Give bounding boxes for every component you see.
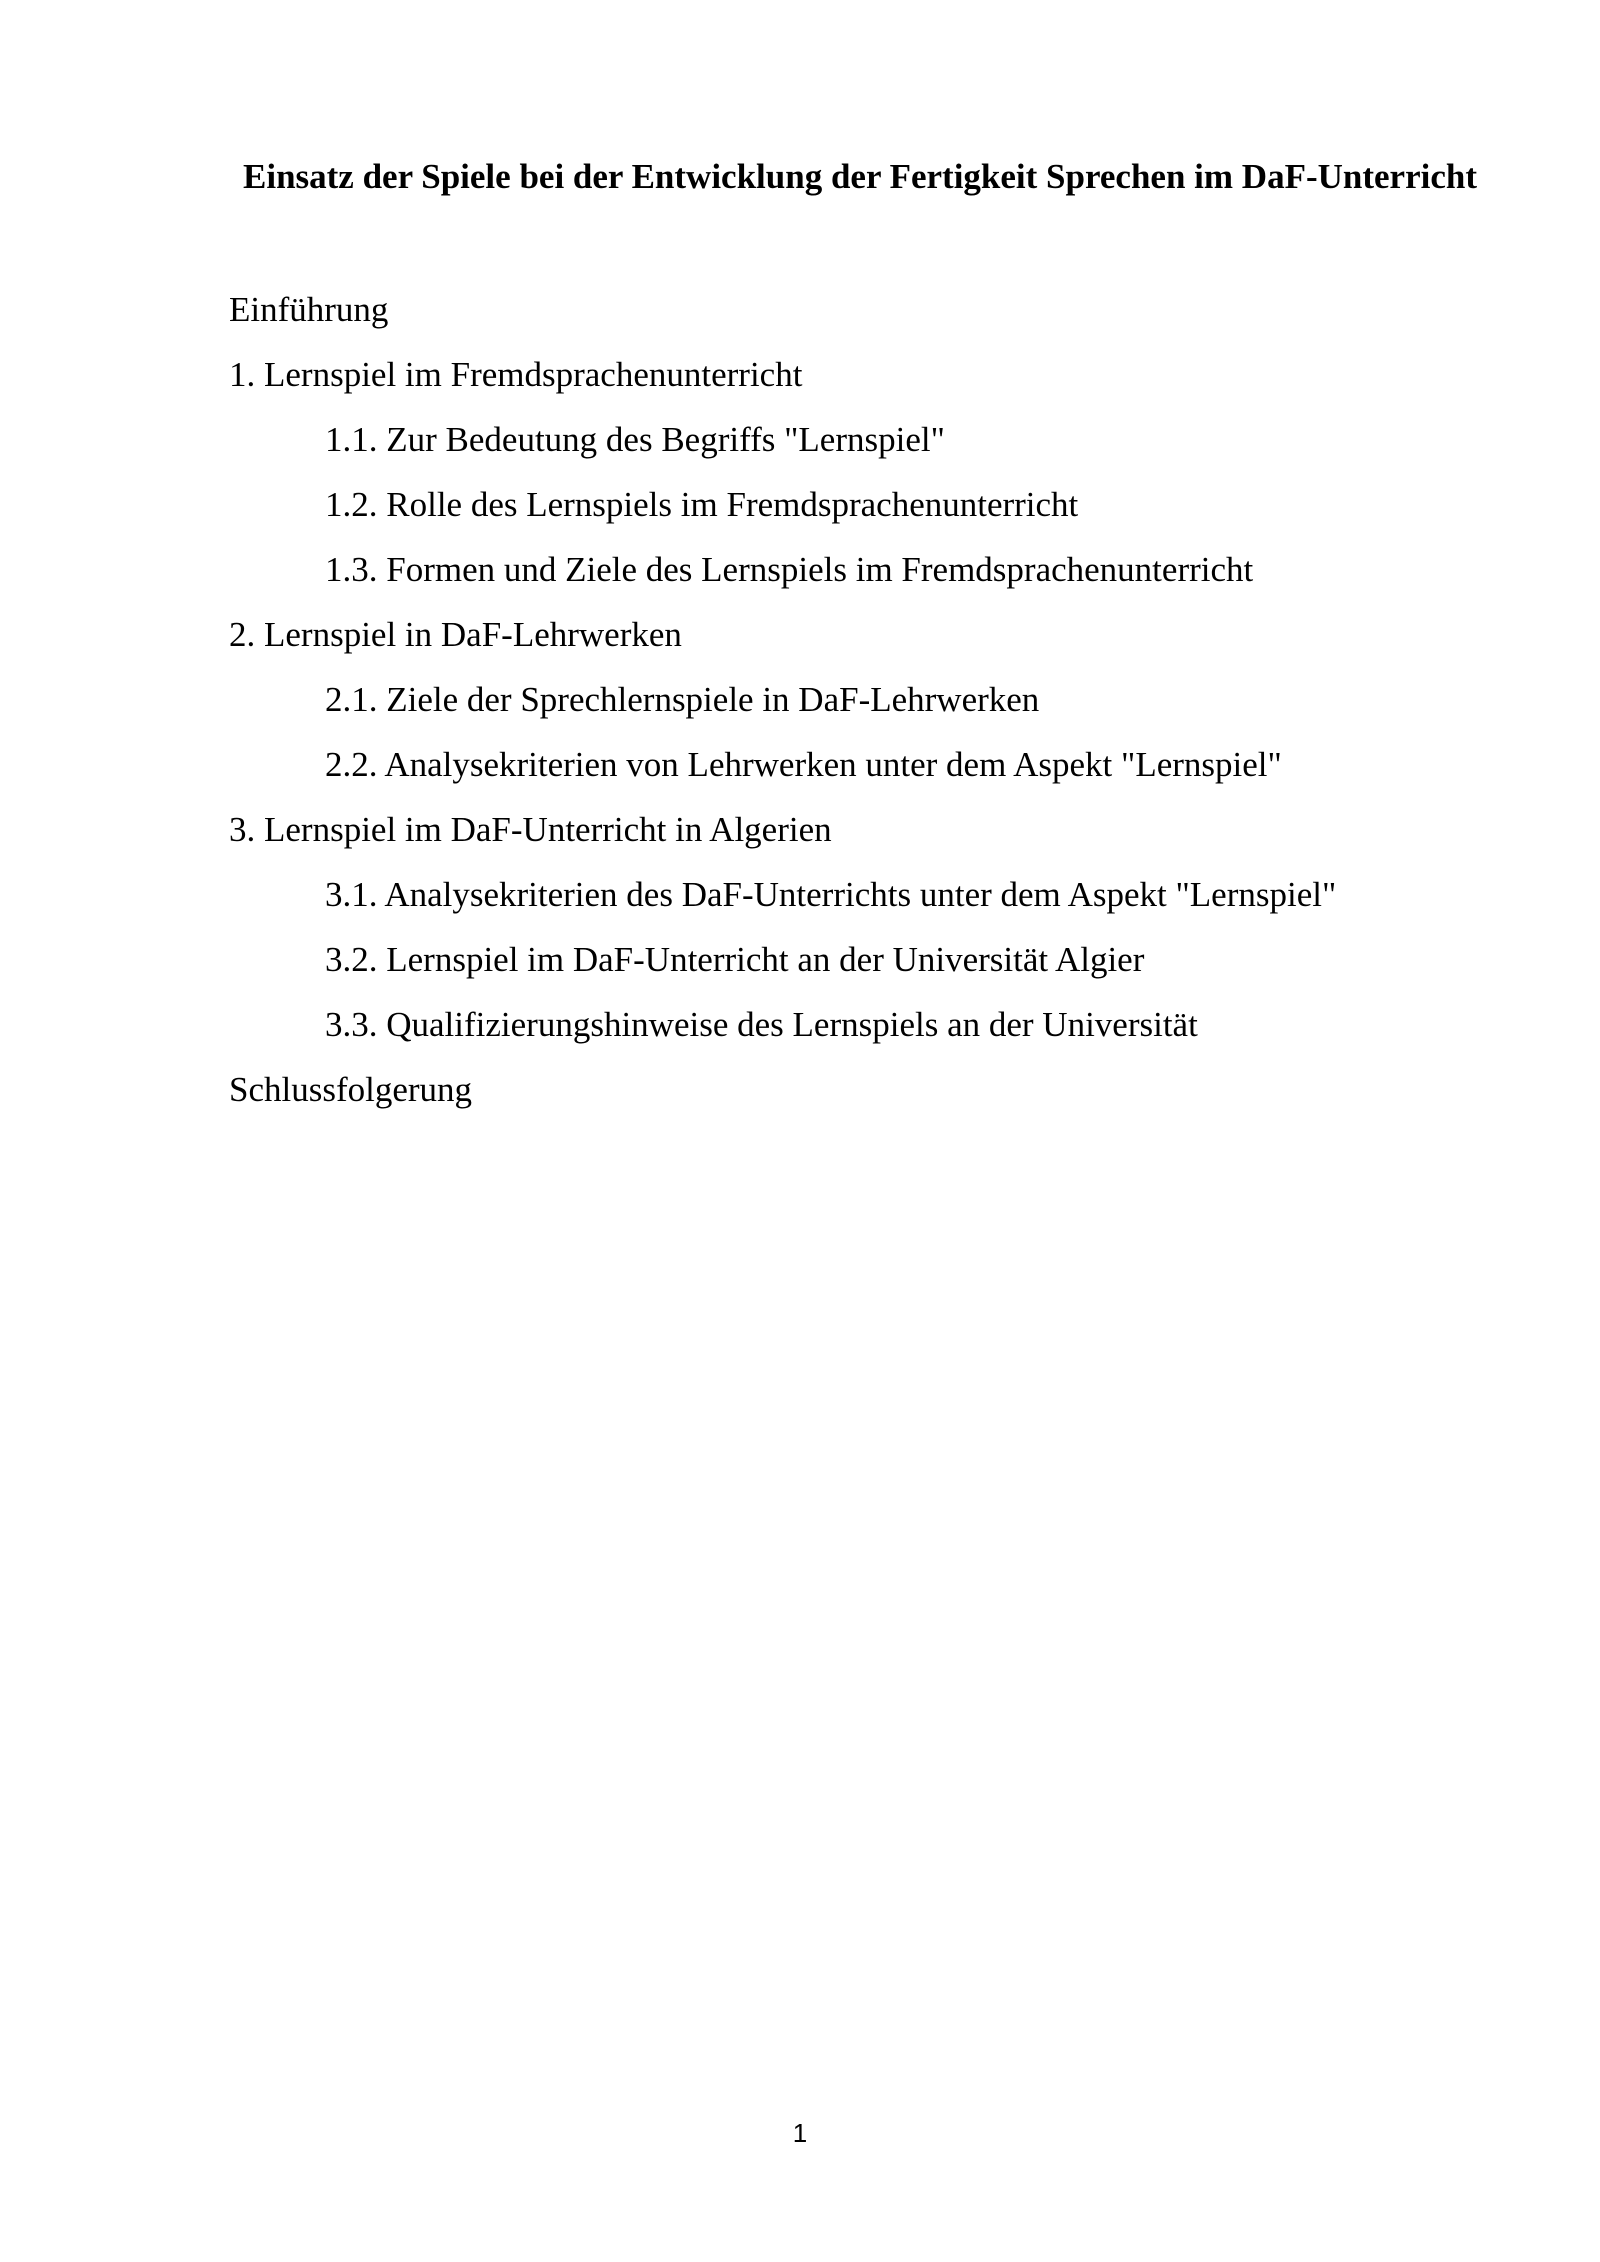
toc-item: Einführung <box>229 290 389 329</box>
toc-item: 3. Lernspiel im DaF-Unterricht in Algerien <box>229 810 832 849</box>
toc-item: Schlussfolgerung <box>229 1070 473 1109</box>
toc-subitem: 2.1. Ziele der Sprechlernspiele in DaF-Lehrwerken <box>325 680 1040 719</box>
document-title: Einsatz der Spiele bei der Entwicklung der Fertigkeit Sprechen im DaF-Unterricht <box>243 157 1477 196</box>
toc-subitem: 1.2. Rolle des Lernspiels im Fremdsprachenunterricht <box>325 485 1079 524</box>
toc-item: 1. Lernspiel im Fremdsprachenunterricht <box>229 355 803 394</box>
toc-subitem: 3.1. Analysekriterien des DaF-Unterrichts unter dem Aspekt "Lernspiel" <box>325 875 1337 914</box>
toc-subitem: 3.3. Qualifizierungshinweise des Lernspiels an der Universität <box>325 1005 1198 1044</box>
table-of-contents <box>229 277 1469 1122</box>
toc-subitem: 1.1. Zur Bedeutung des Begriffs "Lernspiel" <box>325 420 945 459</box>
toc-item: 2. Lernspiel in DaF-Lehrwerken <box>229 615 682 654</box>
toc-subitem: 2.2. Analysekriterien von Lehrwerken unter dem Aspekt "Lernspiel" <box>325 745 1282 784</box>
toc-subitem: 1.3. Formen und Ziele des Lernspiels im Fremdsprachenunterricht <box>325 550 1254 589</box>
toc-subitem: 3.2. Lernspiel im DaF-Unterricht an der Universität Algier <box>325 940 1145 979</box>
page-number: 1 <box>792 2118 808 2148</box>
